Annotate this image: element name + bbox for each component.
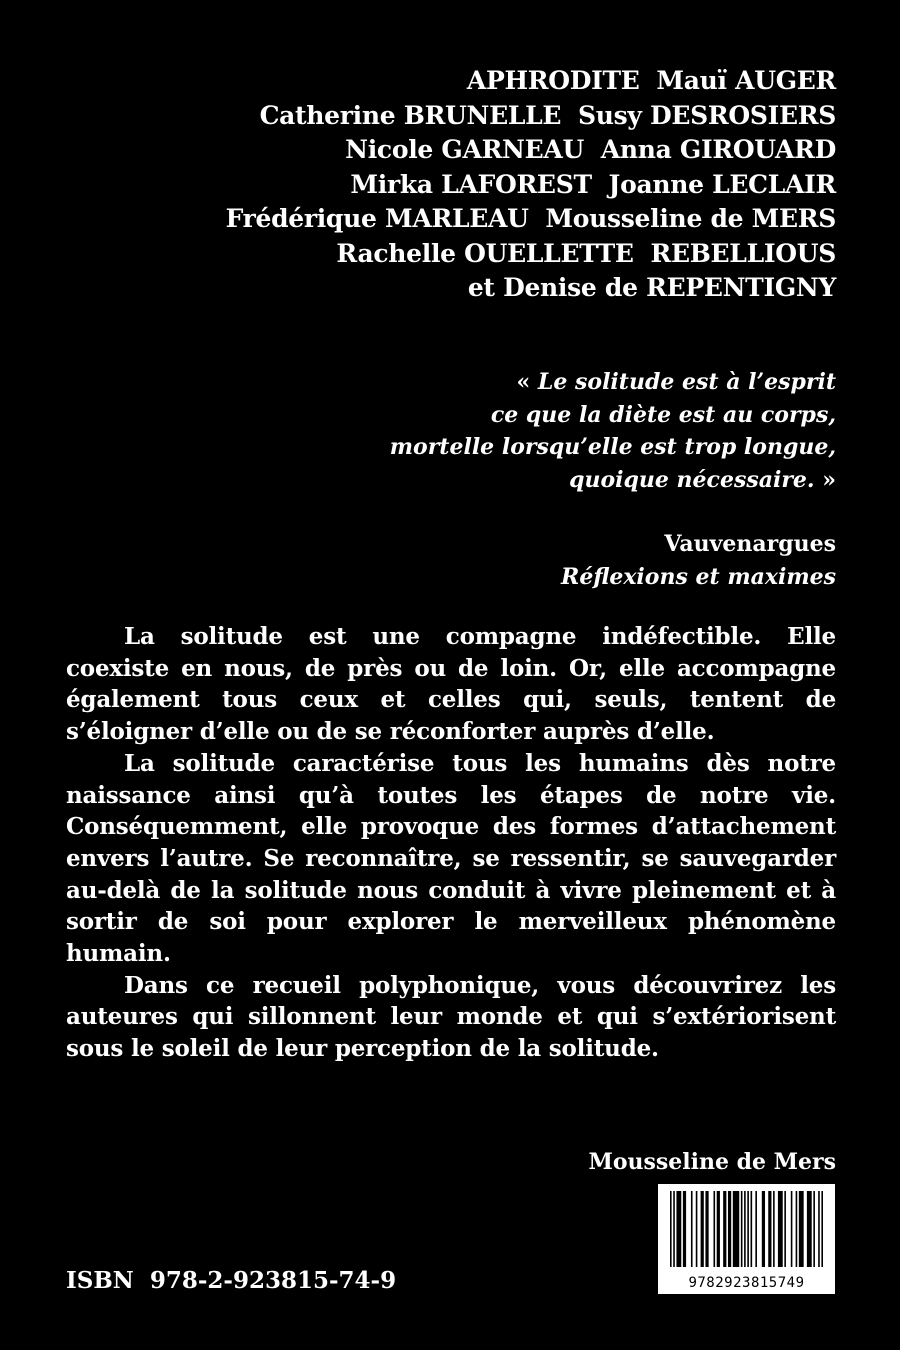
blurb-signature: Mousseline de Mers	[588, 1149, 836, 1175]
barcode-bar	[762, 1191, 765, 1267]
author-line: Nicole GARNEAU Anna GIROUARD	[345, 135, 836, 164]
barcode-bar	[818, 1191, 820, 1267]
barcode-bar	[728, 1191, 731, 1267]
quote-attribution	[236, 528, 836, 593]
quote-open-mark: «	[516, 369, 538, 395]
barcode-bar	[773, 1191, 775, 1267]
author-line: Rachelle OUELLETTE REBELLIOUS	[336, 238, 836, 268]
barcode-bar	[713, 1191, 715, 1267]
blurb-paragraph: La solitude caractérise tous les humains dès notre naissance ainsi qu’à toutes les étapes de notre vie. Conséquemment, elle provoque des formes d’attachement envers l’autre. Se reconnaître, se ressentir, se sauvegarder au-delà de la solitude nous conduit à vivre pleinement et à sortir de soi pour explorer le merveilleux phénomène humain.	[66, 749, 836, 968]
barcode-bar	[744, 1191, 746, 1267]
barcode-bar	[813, 1191, 815, 1267]
barcode-bar	[784, 1191, 786, 1267]
barcode	[658, 1184, 835, 1294]
author-line: Catherine BRUNELLE Susy DESROSIERS	[259, 100, 836, 130]
barcode-bar	[683, 1191, 686, 1267]
barcode-bar	[676, 1191, 681, 1267]
barcode-digits: 9782923815749	[688, 1275, 805, 1291]
quote-line: mortelle lorsqu’elle est trop longue,	[389, 434, 836, 460]
barcode-bar	[807, 1191, 812, 1267]
author-line: Frédérique MARLEAU Mousseline de MERS	[225, 204, 836, 233]
author-list	[56, 64, 836, 306]
barcode-bar	[670, 1191, 672, 1267]
attribution-work: Réflexions et maximes	[561, 563, 836, 590]
blurb-paragraph: La solitude est une compagne indéfectible. Elle coexiste en nous, de près ou de loin. Or, elle accompagne également tous ceux et celles qui, seuls, tentent de s’éloigner d’elle ou de se réconforter auprès d’elle.	[66, 623, 836, 746]
back-cover-blurb	[66, 621, 836, 1065]
author-line: APHRODITE Mauï AUGER	[466, 66, 836, 95]
barcode-bar	[673, 1191, 675, 1267]
author-line: et Denise de REPENTIGNY	[467, 273, 836, 302]
barcode-bar	[791, 1191, 793, 1267]
quote-line: quoique nécessaire.	[569, 466, 815, 493]
quote-line: Le solitude est à l’esprit	[537, 369, 836, 395]
barcode-bar	[747, 1191, 749, 1267]
barcode-bar	[799, 1191, 804, 1267]
attribution-author: Vauvenargues	[664, 531, 836, 557]
barcode-bar	[701, 1191, 704, 1267]
barcode-bar	[741, 1191, 743, 1267]
quote-line: ce que la diète est au corps,	[490, 401, 836, 428]
barcode-bar	[751, 1191, 753, 1267]
barcode-bar	[733, 1191, 739, 1267]
barcode-bar	[768, 1191, 771, 1267]
isbn-label: ISBN 978-2-923815-74-9	[66, 1267, 397, 1294]
barcode-bar	[723, 1191, 726, 1267]
barcode-bars	[670, 1191, 823, 1267]
barcode-bar	[691, 1191, 693, 1267]
barcode-bar	[778, 1191, 783, 1267]
epigraph-quote	[136, 366, 836, 496]
barcode-bar	[696, 1191, 698, 1267]
barcode-bar	[796, 1191, 798, 1267]
barcode-bar	[821, 1191, 823, 1267]
barcode-bar	[717, 1191, 720, 1267]
barcode-bar	[705, 1191, 708, 1267]
author-line: Mirka LAFOREST Joanne LECLAIR	[350, 169, 836, 199]
blurb-paragraph: Dans ce recueil polyphonique, vous découvrirez les auteures qui sillonnent leur monde et qui s’extériorisent sous le soleil de leur perception de la solitude.	[66, 971, 836, 1063]
barcode-bar	[755, 1191, 757, 1267]
quote-close-mark: »	[814, 466, 836, 493]
